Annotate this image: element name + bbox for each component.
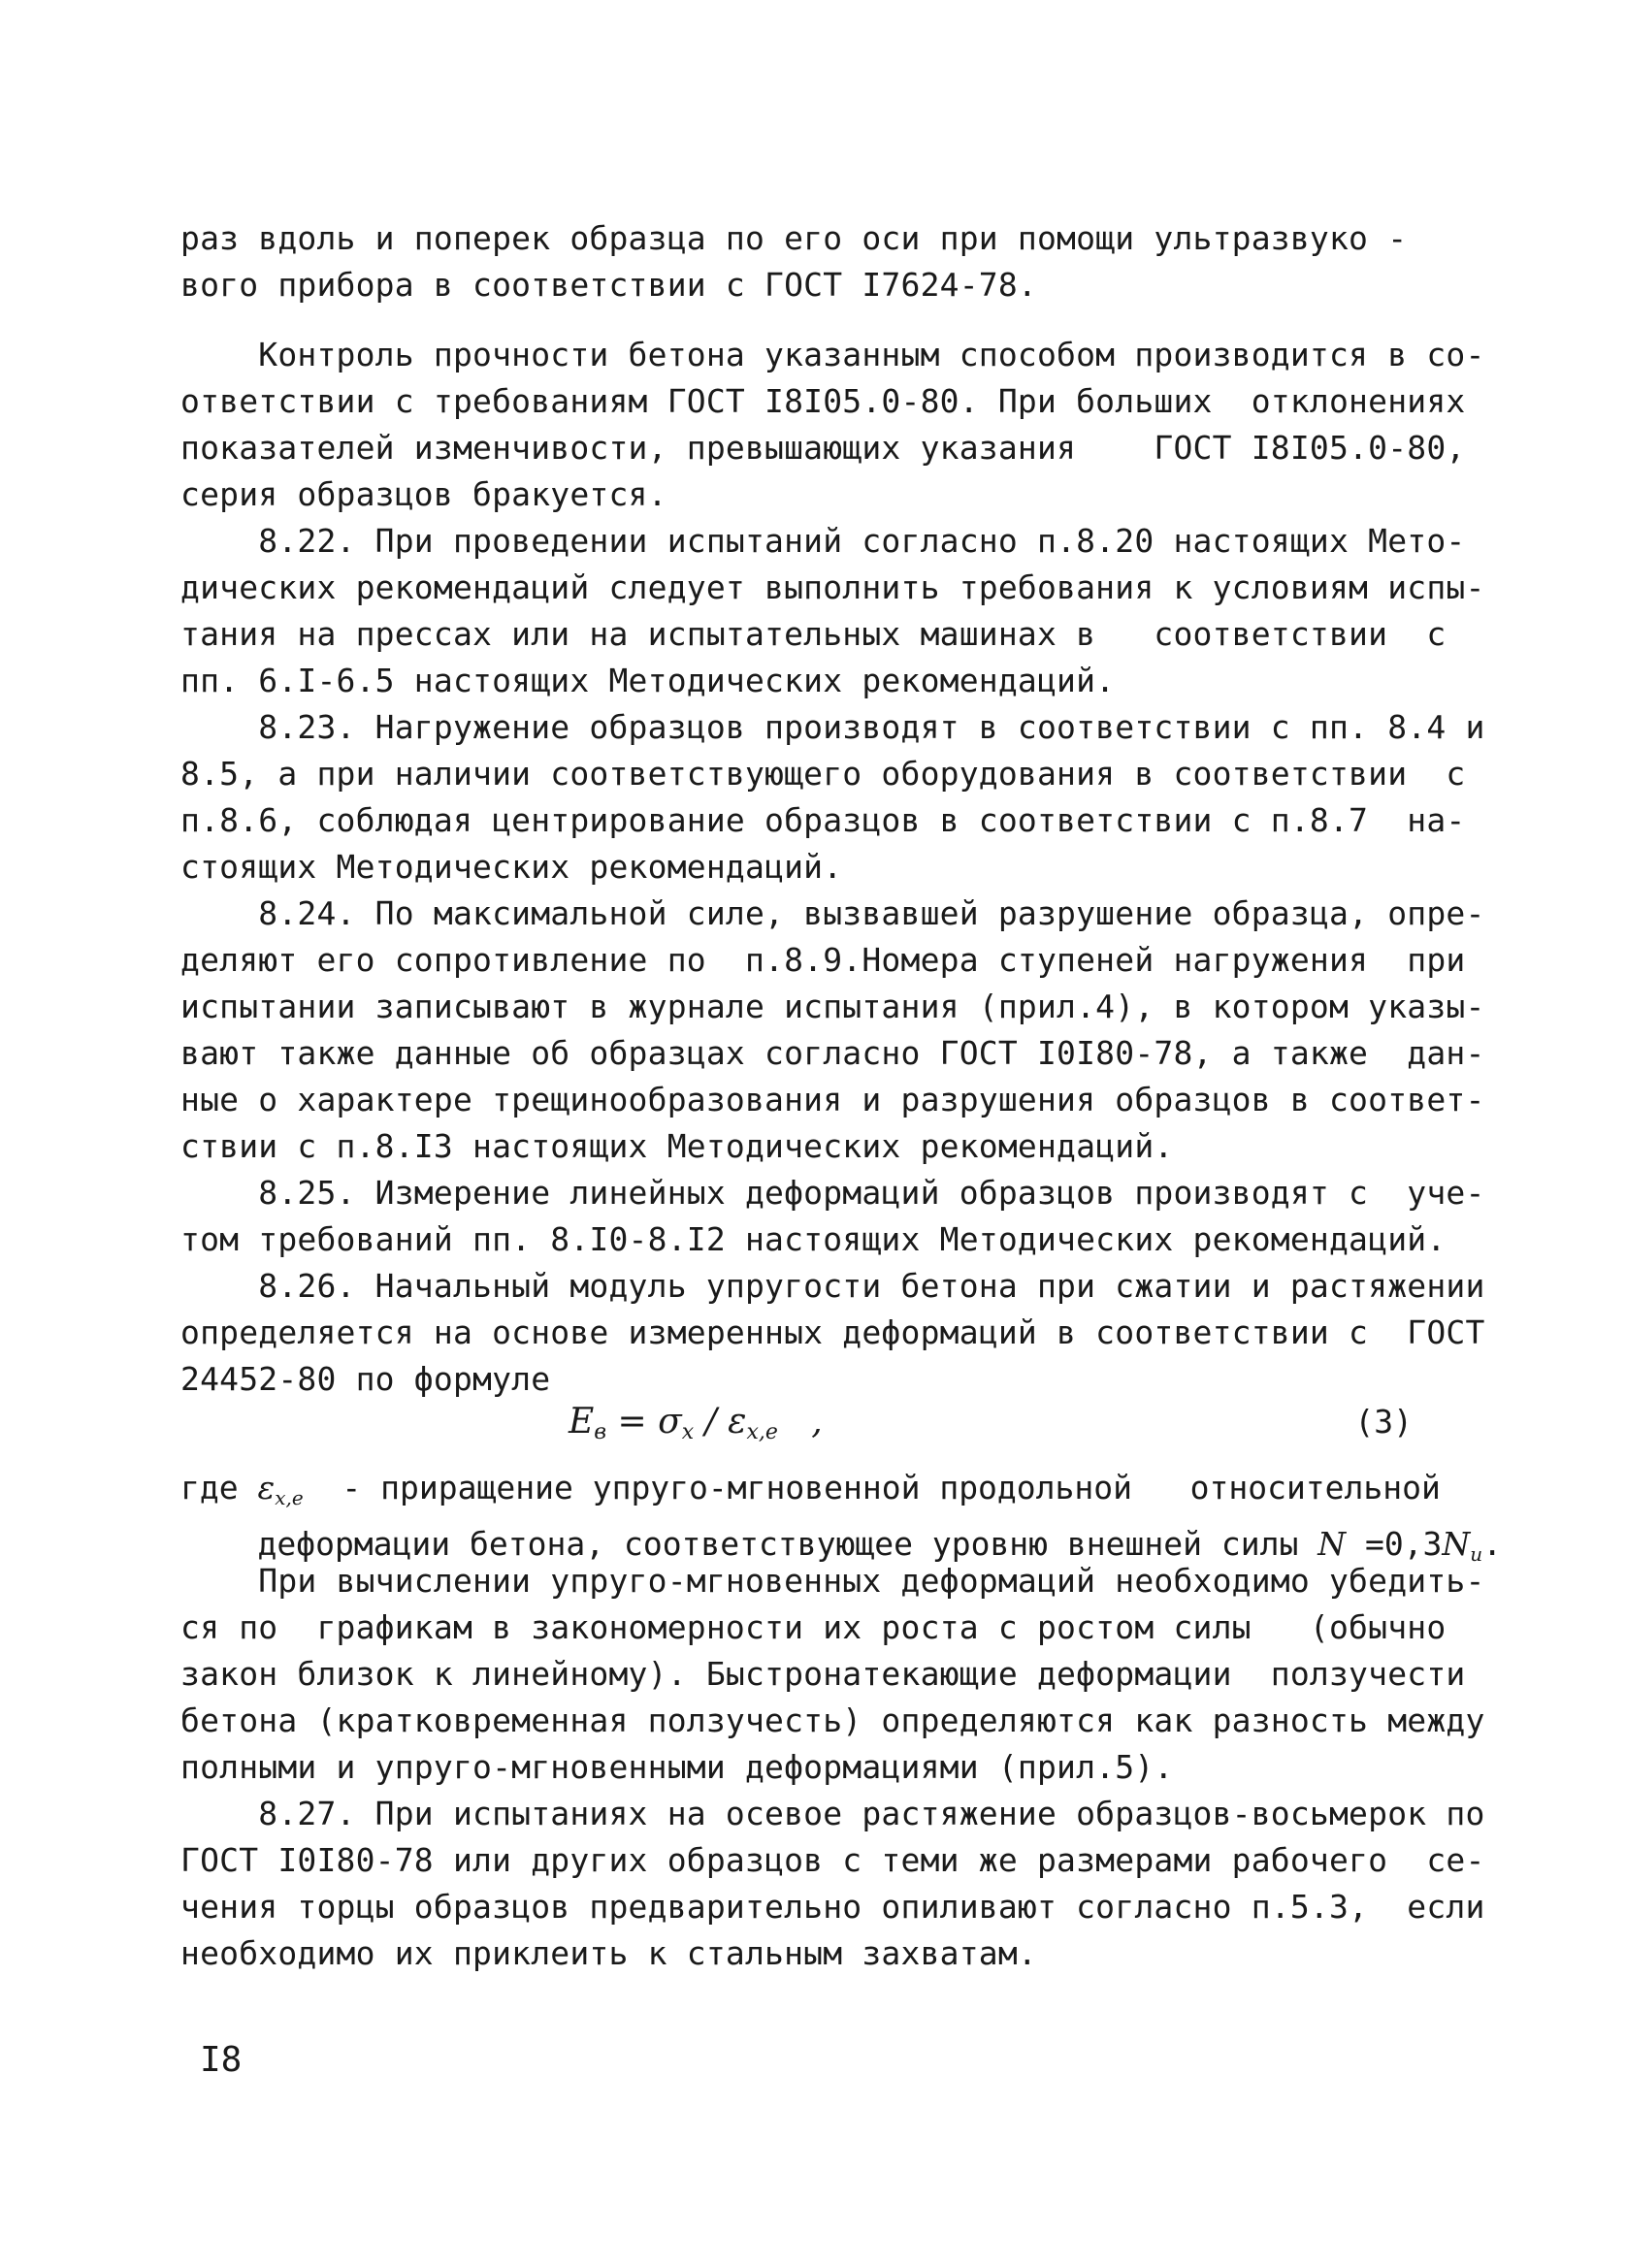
text-line: Контроль прочности бетона указанным способом производится в со- <box>180 336 1485 373</box>
ultimate-force-symbol <box>1442 1525 1483 1566</box>
text-line: серия образцов бракуется. <box>180 475 667 513</box>
text-line: необходимо их приклеить к стальным захватам. <box>180 1934 1037 1972</box>
text-line: дических рекомендаций следует выполнить требования к условиям испы- <box>180 568 1485 606</box>
text-line: пп. 6.I-6.5 настоящих Методических рекомендаций. <box>180 662 1116 699</box>
text-line: ствии с п.8.I3 настоящих Методических рекомендаций. <box>180 1127 1174 1165</box>
text-line: показателей изменчивости, превышающих указания ГОСТ I8I05.0-80, <box>180 429 1466 467</box>
text-line: определяется на основе измеренных деформаций в соответствии с ГОСТ <box>180 1313 1485 1351</box>
ultimate-force-subscript: u <box>1470 1542 1483 1566</box>
text-line: том требований пп. 8.I0-8.I2 настоящих Методических рекомендаций. <box>180 1220 1447 1258</box>
main-text <box>180 332 1485 1403</box>
text-line: 8.25. Измерение линейных деформаций образцов производят с уче- <box>180 1174 1485 1212</box>
force-symbol: N <box>1317 1525 1347 1563</box>
text-line: чения торцы образцов предварительно опиливают согласно п.5.3, если <box>180 1888 1485 1926</box>
where-prefix: где <box>180 1469 258 1507</box>
text-line: испытании записывают в журнале испытания (прил.4), в котором указы- <box>180 988 1485 1025</box>
text-line: ответствии с требованиям ГОСТ I8I05.0-80. При больших отклонениях <box>180 382 1466 420</box>
where-line-1 <box>180 1465 1442 1521</box>
text-line: 8.23. Нагружение образцов производят в соответствии с пп. 8.4 и <box>180 708 1485 746</box>
text-line: 8.26. Начальный модуль упругости бетона при сжатии и растяжении <box>180 1267 1485 1305</box>
text-line: полными и упруго-мгновенными деформациями (прил.5). <box>180 1748 1174 1786</box>
where-epsilon-symbol: ε <box>257 1469 276 1507</box>
formula-expression <box>569 1393 823 1462</box>
text-line: 8.5, а при наличии соответствующего оборудования в соответствии с <box>180 755 1466 793</box>
where-end: . <box>1482 1525 1503 1563</box>
text-line: 8.22. При проведении испытаний согласно п.8.20 настоящих Мето- <box>180 522 1466 560</box>
page-number: I8 <box>200 2040 243 2080</box>
where-text-2: деформации бетона, соответствующее уровню внешней силы <box>180 1525 1318 1563</box>
main-text-continued <box>180 1558 1485 1977</box>
text-line: 24452-80 по формуле <box>180 1360 551 1398</box>
force-value: =0,3 <box>1346 1525 1443 1563</box>
text-line: вают также данные об образцах согласно ГОСТ I0I80-78, а также дан- <box>180 1034 1485 1072</box>
text-line: п.8.6, соблюдая центрирование образцов в соответствии с п.8.7 на- <box>180 801 1466 839</box>
text-line: бетона (кратковременная ползучесть) определяются как разность между <box>180 1701 1485 1739</box>
text-line: закон близок к линейному). Быстронатекающие деформации ползучести <box>180 1655 1466 1693</box>
formula-slash: / <box>694 1402 729 1442</box>
where-epsilon <box>257 1469 303 1507</box>
text-line: 8.27. При испытаниях на осевое растяжение образцов-восьмерок по <box>180 1795 1485 1832</box>
where-text-1: - приращение упруго-мгновенной продольной относительной <box>303 1469 1441 1507</box>
formula-3 <box>180 1393 1442 1451</box>
text-line: ные о характере трещинообразования и разрушения образцов в соответ- <box>180 1081 1485 1118</box>
text-line: вого прибора в соответствии с ГОСТ I7624-78. <box>180 266 1037 304</box>
text-line: 8.24. По максимальной силе, вызвавшей разрушение образца, опре- <box>180 894 1485 932</box>
text-line: раз вдоль и поперек образца по его оси при помощи ультразвуко - <box>180 219 1408 257</box>
formula-sigma: σ <box>658 1402 682 1442</box>
where-epsilon-subscript: x,e <box>275 1486 304 1509</box>
formula-lhs-subscript: в <box>594 1420 607 1444</box>
text-line: ГОСТ I0I80-78 или других образцов с теми же размерами рабочего се- <box>180 1841 1485 1879</box>
formula-sigma-subscript: x <box>681 1420 695 1444</box>
formula-comma: , <box>777 1402 823 1442</box>
formula-epsilon-subscript: x,e <box>746 1420 778 1444</box>
text-line: деляют его сопротивление по п.8.9.Номера ступеней нагружения при <box>180 941 1466 979</box>
formula-epsilon: ε <box>728 1402 747 1442</box>
formula-equals: = <box>606 1402 659 1442</box>
ultimate-force-letter: N <box>1442 1525 1471 1563</box>
formula-lhs: E <box>569 1402 595 1442</box>
formula-number: (3) <box>1354 1403 1413 1441</box>
text-line: тания на прессах или на испытательных машинах в соответствии с <box>180 615 1447 653</box>
text-line: стоящих Методических рекомендаций. <box>180 848 843 886</box>
text-line: При вычислении упруго-мгновенных деформаций необходимо убедить- <box>180 1562 1485 1600</box>
paragraph-continuation <box>180 215 1442 308</box>
text-line: ся по графикам в закономерности их роста с ростом силы (обычно <box>180 1608 1447 1646</box>
